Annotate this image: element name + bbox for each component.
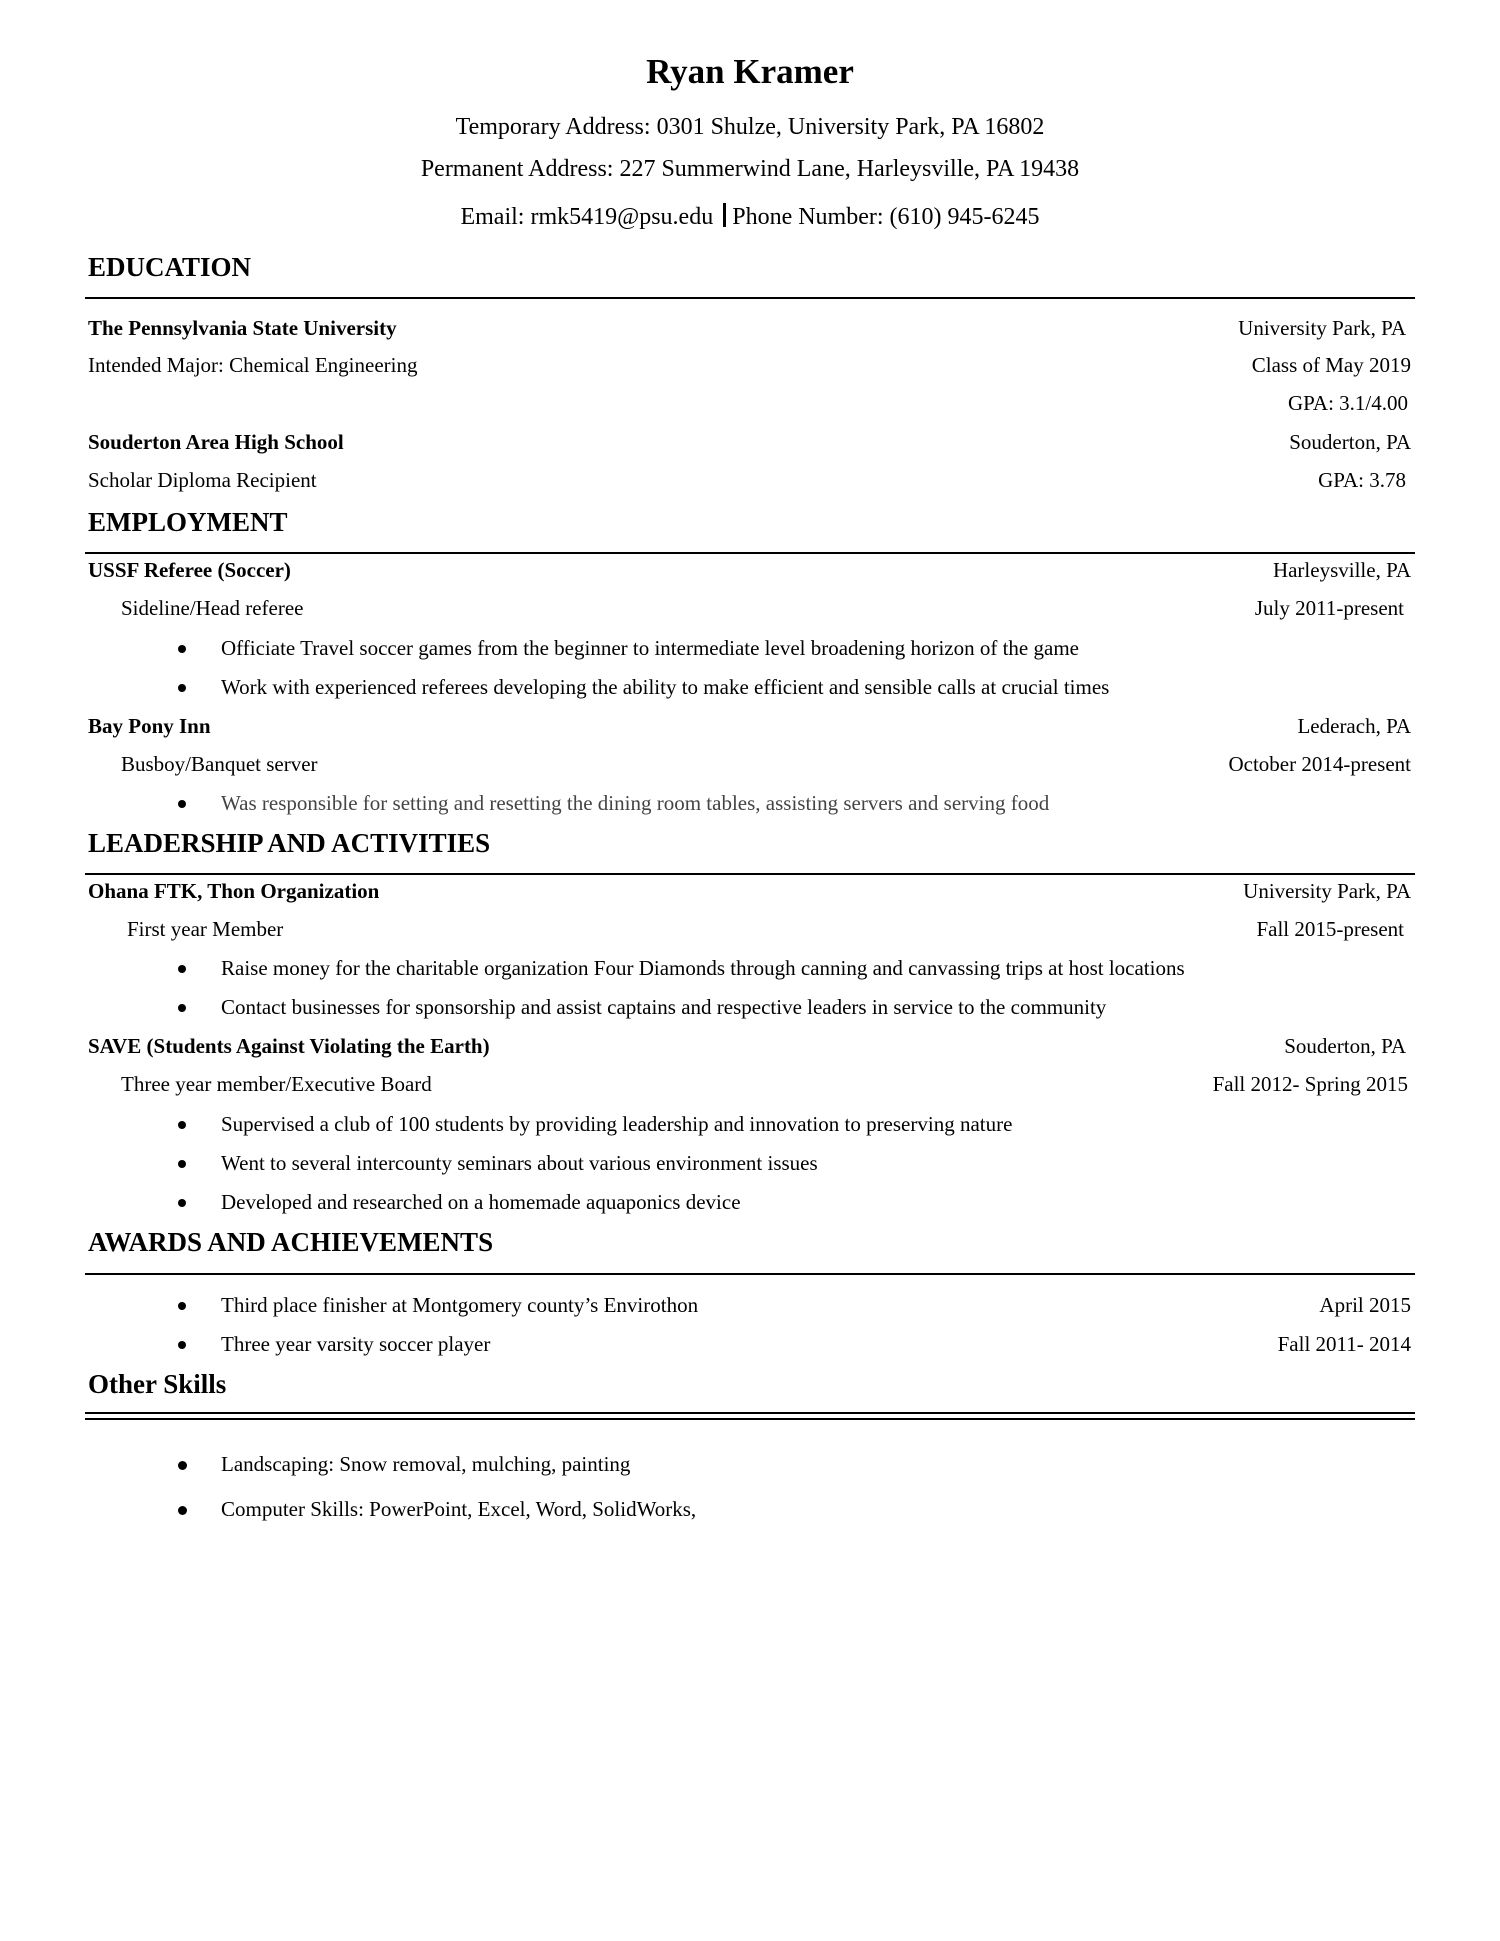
save-role-row	[88, 1070, 1411, 1098]
ussf-bullet-2: Work with experienced referees developing the ability to make efficient and sensible calls at crucial times	[221, 675, 1110, 699]
bay-pony-dates: October 2014-present	[1228, 752, 1411, 776]
ussf-location: Harleysville, PA	[1272, 558, 1411, 582]
award-1-date: April 2015	[1319, 1293, 1411, 1317]
ohana-location: University Park, PA	[1243, 879, 1411, 903]
employment-heading: EMPLOYMENT	[88, 507, 288, 537]
bullet-icon	[178, 1341, 186, 1349]
hs-gpa: GPA: 3.78	[1318, 468, 1406, 492]
contact-separator	[723, 203, 726, 227]
bay-pony-location: Lederach, PA	[1297, 714, 1411, 738]
hs-name: Souderton Area High School	[88, 430, 344, 454]
ussf-dates: July 2011-present	[1254, 596, 1404, 620]
award-2-text: Three year varsity soccer player	[221, 1332, 491, 1356]
hs-diploma: Scholar Diploma Recipient	[88, 468, 317, 492]
ohana-title: Ohana FTK, Thon Organization	[88, 879, 380, 903]
ohana-bullet-2: Contact businesses for sponsorship and assist captains and respective leaders in service to the community	[221, 995, 1107, 1019]
resume-name: Ryan Kramer	[646, 52, 854, 91]
award-1-text: Third place finisher at Montgomery county’s Envirothon	[221, 1293, 699, 1317]
bay-pony-title: Bay Pony Inn	[88, 714, 211, 738]
education-hs-diploma-row	[88, 466, 1411, 494]
email-text: Email: rmk5419@psu.edu	[460, 204, 714, 230]
education-hs-row	[88, 428, 1411, 456]
education-divider	[85, 297, 1415, 299]
skills-divider	[85, 1412, 1415, 1420]
bullet-icon	[178, 1506, 187, 1515]
bullet-icon	[178, 684, 186, 692]
skills-heading: Other Skills	[88, 1369, 227, 1399]
bay-pony-role-row	[88, 750, 1411, 778]
bay-pony-row	[88, 712, 1411, 740]
bay-pony-bullet-1: Was responsible for setting and resetting the dining room tables, assisting servers and serving food	[221, 791, 1050, 815]
save-bullet-3: Developed and researched on a homemade aquaponics device	[221, 1190, 741, 1214]
bullet-icon	[178, 1004, 186, 1012]
save-dates: Fall 2012- Spring 2015	[1212, 1072, 1408, 1096]
bullet-icon	[178, 1121, 186, 1129]
ohana-dates: Fall 2015-present	[1256, 917, 1404, 941]
bullet-icon	[178, 800, 186, 808]
awards-heading: AWARDS AND ACHIEVEMENTS	[88, 1227, 494, 1257]
skill-1: Landscaping: Snow removal, mulching, painting	[221, 1452, 631, 1476]
bullet-icon	[178, 645, 186, 653]
permanent-address: Permanent Address: 227 Summerwind Lane, Harleysville, PA 19438	[420, 156, 1080, 182]
save-bullet-2: Went to several intercounty seminars about various environment issues	[221, 1151, 818, 1175]
save-location: Souderton, PA	[1284, 1034, 1406, 1058]
education-heading: EDUCATION	[88, 252, 252, 282]
bullet-icon	[178, 1199, 186, 1207]
education-psu-row	[88, 314, 1411, 342]
bullet-icon	[178, 1302, 186, 1310]
psu-major: Intended Major: Chemical Engineering	[88, 353, 418, 377]
ohana-role: First year Member	[127, 917, 284, 941]
education-psu-gpa-row	[88, 389, 1411, 417]
ussf-role-row	[88, 594, 1411, 622]
temporary-address: Temporary Address: 0301 Shulze, University Park, PA 16802	[455, 114, 1045, 140]
bullet-icon	[178, 965, 186, 973]
awards-divider	[85, 1273, 1415, 1275]
bay-pony-role: Busboy/Banquet server	[121, 752, 318, 776]
ohana-role-row	[88, 915, 1411, 943]
ussf-role: Sideline/Head referee	[121, 596, 304, 620]
ussf-row	[88, 556, 1411, 584]
skill-2: Computer Skills: PowerPoint, Excel, Word, SolidWorks,	[221, 1497, 697, 1521]
employment-divider	[85, 552, 1415, 554]
bullet-icon	[178, 1461, 187, 1470]
ussf-bullet-1: Officiate Travel soccer games from the beginner to intermediate level broadening horizon of the game	[221, 636, 1079, 660]
award-2-date: Fall 2011- 2014	[1277, 1332, 1411, 1356]
ohana-bullet-1: Raise money for the charitable organization Four Diamonds through canning and canvassing trips at host locations	[221, 956, 1185, 980]
phone-text: Phone Number: (610) 945-6245	[732, 204, 1040, 230]
save-title: SAVE (Students Against Violating the Earth)	[88, 1034, 490, 1058]
leadership-divider	[85, 873, 1415, 875]
education-major-row	[88, 351, 1411, 379]
bullet-icon	[178, 1160, 186, 1168]
psu-gpa: GPA: 3.1/4.00	[1287, 391, 1408, 415]
save-row	[88, 1032, 1411, 1060]
leadership-heading: LEADERSHIP AND ACTIVITIES	[88, 828, 491, 858]
ohana-row	[88, 877, 1411, 905]
hs-location: Souderton, PA	[1289, 430, 1411, 454]
psu-class: Class of May 2019	[1251, 353, 1411, 377]
psu-name: The Pennsylvania State University	[88, 316, 397, 340]
save-role: Three year member/Executive Board	[121, 1072, 432, 1096]
ussf-title: USSF Referee (Soccer)	[88, 558, 291, 582]
save-bullet-1: Supervised a club of 100 students by providing leadership and innovation to preserving nature	[221, 1112, 1013, 1136]
contact-line	[0, 202, 1500, 232]
psu-location: University Park, PA	[1238, 316, 1406, 340]
